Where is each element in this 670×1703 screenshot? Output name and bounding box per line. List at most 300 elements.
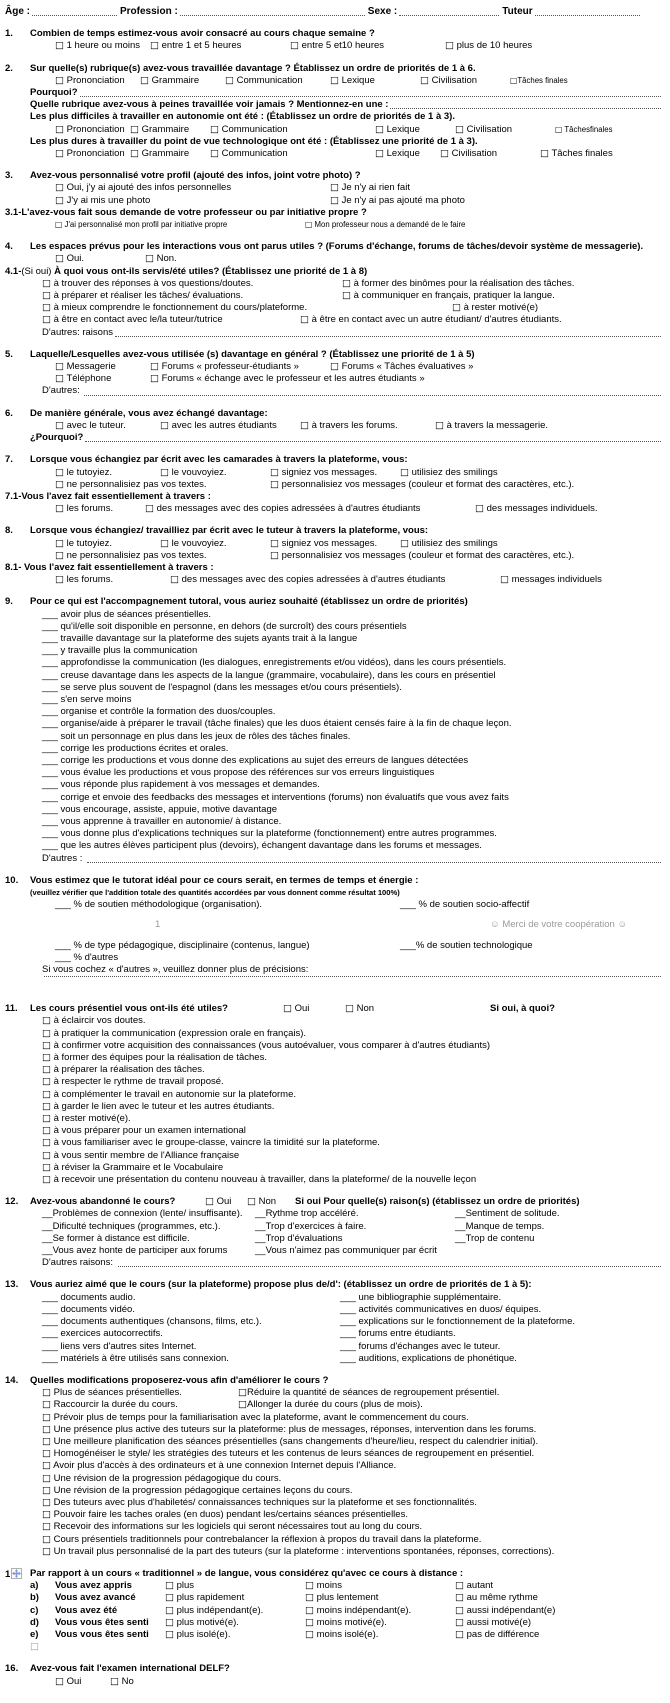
option-label: à travers les forums.: [308, 419, 398, 431]
row-101: [0, 1399, 670, 1411]
option-label: Civilisation: [428, 74, 478, 86]
option-label: plus lentement: [313, 1592, 379, 1604]
option-label: à être en contact avec un autre étudiant/ d'autres étudiants.: [308, 314, 562, 326]
question-3-1-title: [0, 207, 670, 219]
checkbox-option: [225, 75, 330, 87]
checkbox-icon: □: [305, 220, 313, 230]
option-label: Oui, j'y ai ajouté des infos personnelles: [63, 182, 232, 194]
row-33: [0, 479, 670, 491]
bold-text: Quelles modifications proposerez-vous afin d'améliorer le cours ?: [30, 1374, 329, 1386]
question-14-title: [0, 1375, 670, 1387]
option-label: des messages avec des copies adressées à d'autres étudiants: [153, 503, 421, 515]
checkbox-icon: □: [55, 74, 64, 86]
row-48: [0, 682, 670, 694]
checkbox-option: [42, 1546, 664, 1558]
option-label: Forums « Tâches évaluatives »: [338, 361, 474, 373]
checkbox-icon: □: [440, 148, 449, 160]
option-label: Civilisation: [463, 123, 513, 135]
row-47: [0, 670, 670, 682]
checkbox-icon: □: [55, 537, 64, 549]
bold-text: Vous estimez que le tutorat idéal pour ce cours serait, en termes de temps et énergie :: [30, 874, 419, 886]
rank-option: ___ approfondisse la communication (les dialogues, enregistrements et/ou vidéos), dans les cours présentiels.: [42, 657, 507, 669]
checkbox-option: [455, 1605, 664, 1617]
option-label: Téléphone: [63, 373, 112, 385]
checkbox-option: [455, 1617, 664, 1629]
option-label: Prononciation: [63, 74, 125, 86]
question-number: 9.: [5, 596, 13, 608]
checkbox-option: [55, 420, 160, 432]
checkbox-option: [42, 1052, 664, 1064]
bold-text: Avez-vous fait l'examen international DELF?: [30, 1663, 230, 1675]
option-label: aussi motivé(e): [463, 1616, 532, 1628]
row-105: [0, 1448, 670, 1460]
question-number: 8.: [5, 525, 13, 537]
checkbox-icon: □: [330, 182, 339, 194]
checkbox-option: [210, 124, 375, 136]
text: D'autres: raisons: [42, 326, 113, 338]
row-109: [0, 1497, 670, 1509]
checkbox-option: [165, 1617, 305, 1629]
checkbox-option: [55, 550, 270, 562]
checkbox-option: [440, 148, 540, 160]
row-91: [0, 1257, 670, 1269]
rank-option: ___ soit un personnage en plus dans les jeux de rôles des tâches finales.: [42, 730, 351, 742]
checkbox-icon: □: [55, 123, 64, 135]
dotted-line: [80, 96, 662, 97]
row-15: [0, 219, 670, 231]
checkbox-option: [55, 373, 150, 385]
row-21: [0, 302, 670, 314]
dotted-line: [44, 976, 661, 977]
row-7: [0, 111, 670, 123]
checkbox-icon: □: [42, 1015, 51, 1027]
checkbox-icon: □: [42, 1509, 51, 1521]
checkbox-icon: □: [42, 1076, 51, 1088]
checkbox-option: [42, 1028, 664, 1040]
option-label: avec les autres étudiants: [168, 419, 277, 431]
bold-text: d): [30, 1616, 39, 1628]
stray-checkbox: [30, 1641, 634, 1653]
checkbox-icon: □: [375, 148, 384, 160]
row-90: [0, 1245, 670, 1257]
option-label: plus motivé(e).: [173, 1616, 239, 1628]
checkbox-option: [210, 148, 375, 160]
bold-text: Si oui, à quoi?: [490, 1003, 555, 1015]
option-label: Non: [255, 1196, 277, 1208]
checkbox-icon: □: [42, 1387, 51, 1399]
text: D'autres raisons:: [42, 1257, 116, 1269]
checkbox-option: [145, 253, 664, 265]
checkbox-option: [500, 574, 664, 586]
checkbox-icon: □: [42, 1125, 51, 1137]
rank-option: ___ liens vers d'autres sites Internet.: [42, 1340, 197, 1352]
checkbox-option: [130, 148, 210, 160]
rank-option: __Rythme trop accéléré.: [255, 1208, 359, 1220]
bold-text: Quelle rubrique avez-vous à peines travaillée voir jamais ? Mentionnez-en une :: [30, 99, 389, 111]
row-30: [0, 432, 670, 444]
text: (Si oui): [21, 265, 55, 277]
page-footer: [0, 919, 670, 931]
question-number: 2.: [5, 62, 13, 74]
checkbox-icon: □: [160, 466, 169, 478]
option-label: des messages individuels.: [483, 503, 598, 515]
checkbox-icon: □: [283, 1003, 292, 1015]
option-label: à préparer et réaliser les tâches/ évaluations.: [50, 290, 244, 302]
option-label: Lexique: [383, 148, 420, 160]
checkbox-icon: □: [445, 40, 454, 52]
option-label: personnalisiez vos messages (couleur et format des caractères, etc.).: [278, 549, 575, 561]
dotted-line: [390, 108, 661, 109]
rank-option: ___ % de soutien socio-affectif: [400, 899, 530, 911]
row-97: [0, 1341, 670, 1353]
checkbox-option: [475, 503, 664, 515]
rank-option: ___% de soutien technologique: [400, 939, 533, 951]
option-label: Oui: [291, 1003, 310, 1015]
option-label: Civilisation: [448, 148, 498, 160]
rank-option: ___ documents authentiques (chansons, films, etc.).: [42, 1316, 262, 1328]
question-number: 14.: [5, 1374, 19, 1386]
question-number: 10.: [5, 874, 19, 886]
checkbox-option: [150, 40, 290, 52]
option-label: pas de différence: [463, 1628, 540, 1640]
bold-text: b): [30, 1592, 39, 1604]
bold-text: Avez-vous personnalisé votre profil (ajouté des infos, joint votre photo) ?: [30, 170, 361, 182]
dotted-line: [87, 862, 661, 863]
checkbox-option: [42, 1424, 664, 1436]
dotted-line: [115, 336, 661, 337]
dotted-line: [535, 15, 640, 16]
option-label: Lexique: [338, 74, 375, 86]
question-3-title: [0, 170, 670, 182]
option-label: Prononciation: [63, 123, 125, 135]
question-number: 1.: [5, 28, 13, 40]
question-8-title: [0, 525, 670, 537]
checkbox-icon: □: [42, 1460, 51, 1472]
bold-text: Pour ce qui est l'accompagnement tutoral, vous auriez souhaité (établissez un ordre de priorités): [30, 596, 468, 608]
option-label: à réviser la Grammaire et le Vocabulaire: [50, 1161, 224, 1173]
row-50: [0, 706, 670, 718]
tuteur-label: Tuteur: [502, 6, 533, 17]
option-label: le vouvoyiez.: [168, 537, 227, 549]
option-label: au même rythme: [463, 1592, 538, 1604]
checkbox-icon: □: [42, 1448, 51, 1460]
row-56: [0, 779, 670, 791]
checkbox-icon: □: [270, 537, 279, 549]
rank-option: ___ activités communicatives en duos/ équipes.: [340, 1303, 542, 1315]
checkbox-option: [270, 479, 664, 491]
option-label: à vous sentir membre de l'Alliance française: [50, 1149, 240, 1161]
checkbox-icon: □: [225, 74, 234, 86]
checkbox-icon: □: [42, 1100, 51, 1112]
checkbox-icon: □: [42, 1027, 51, 1039]
checkbox-option: [342, 290, 664, 302]
row-29: [0, 420, 670, 432]
rank-option: __Trop de contenu: [455, 1232, 535, 1244]
checkbox-icon: □: [270, 466, 279, 478]
question-number: 5.: [5, 348, 13, 360]
row-40: [0, 574, 670, 586]
option-label: moins: [313, 1580, 342, 1592]
checkbox-icon: □: [55, 40, 64, 52]
profession-label: Profession :: [120, 6, 178, 17]
checkbox-icon: □: [210, 148, 219, 160]
checkbox-option: [42, 1137, 664, 1149]
checkbox-option: [270, 538, 400, 550]
question-2-title: [0, 63, 670, 75]
checkbox-option: [165, 1580, 305, 1592]
option-label: à vous préparer pour un examen international: [50, 1125, 246, 1137]
checkbox-option: [55, 75, 140, 87]
checkbox-option: [555, 124, 664, 136]
row-112: [0, 1534, 670, 1546]
option-label: Recevoir des informations sur les logiciels qui seront nécessaires tout au long du cours.: [50, 1521, 423, 1533]
row-77: [0, 1076, 670, 1088]
checkbox-option: [42, 1485, 664, 1497]
text: D'autres :: [42, 852, 85, 864]
option-label: signiez vos messages.: [278, 537, 378, 549]
row-67: [0, 940, 670, 952]
checkbox-icon: □: [160, 537, 169, 549]
bold-text: Vous avez avancé: [55, 1592, 136, 1604]
rank-option: ___ vous donne plus d'explications techniques sur la plateforme (fonctionnement) entre autres programmes.: [42, 828, 497, 840]
checkbox-icon: □: [330, 194, 339, 206]
checkbox-option: [145, 503, 475, 515]
checkbox-icon: □: [140, 74, 149, 86]
option-label: à préparer la réalisation des tâches.: [50, 1064, 205, 1076]
checkbox-option: [150, 373, 664, 385]
row-12: [0, 182, 670, 194]
thanks-note: ☺ Merci de votre coopération ☺: [490, 919, 628, 931]
checkbox-icon: □: [42, 1149, 51, 1161]
checkbox-option: [270, 550, 664, 562]
stray-checkbox-row: [0, 1641, 670, 1653]
row-108: [0, 1485, 670, 1497]
option-label: Je n'y ai pas ajouté ma photo: [338, 194, 465, 206]
row-45: [0, 645, 670, 657]
checkbox-icon: □: [42, 1484, 51, 1496]
option-label: Allonger la durée du cours (plus de mois).: [246, 1399, 423, 1411]
checkbox-icon: □: [165, 1616, 174, 1628]
checkbox-option: [42, 1497, 664, 1509]
bold-text: Laquelle/Lesquelles avez-vous utilisée (s) davantage en général ? (Établissez une priorité de 1 à 5): [30, 348, 475, 360]
checkbox-option: [452, 302, 664, 314]
row-93: [0, 1292, 670, 1304]
option-label: à rester motivé(e).: [50, 1113, 131, 1125]
row-52: [0, 731, 670, 743]
rank-option: __Dificulté techniques (programmes, etc.).: [42, 1220, 221, 1232]
checkbox-option: [42, 278, 342, 290]
option-label: à travers la messagerie.: [443, 419, 548, 431]
bold-text: e): [30, 1628, 39, 1640]
bold-text: Par rapport à un cours « traditionnel » de langue, vous considérez qu'avec ce cours à distance :: [30, 1567, 464, 1579]
checkbox-option: [55, 467, 160, 479]
checkbox-option: [238, 1387, 664, 1399]
option-label: 1 heure ou moins: [63, 40, 141, 52]
checkbox-icon: □: [42, 1399, 51, 1411]
checkbox-icon: □: [42, 302, 51, 314]
checkbox-icon: □: [130, 123, 139, 135]
question-number: 13.: [5, 1279, 19, 1291]
row-54: [0, 755, 670, 767]
bold-text: Les plus difficiles à travailler en autonomie ont été : (Établissez un ordre de priorités de 1 à 3).: [30, 111, 455, 123]
row-89: [0, 1233, 670, 1245]
row-38: [0, 550, 670, 562]
checkbox-option: [375, 148, 440, 160]
bold-text: De manière générale, vous avez échangé davantage:: [30, 407, 268, 419]
checkbox-icon: □: [55, 373, 64, 385]
row-103: [0, 1424, 670, 1436]
question-13-title: [0, 1279, 670, 1291]
checkbox-icon: □: [42, 1088, 51, 1100]
option-label: Prévoir plus de temps pour la familiarisation avec la plateforme, avant le commencement du cours.: [50, 1411, 469, 1423]
dotted-line: [180, 15, 365, 16]
checkbox-option: [42, 1534, 664, 1546]
row-78: [0, 1089, 670, 1101]
question-number: 16.: [5, 1663, 19, 1675]
checkbox-icon: □: [42, 1174, 51, 1186]
checkbox-icon: □: [400, 537, 409, 549]
row-111: [0, 1521, 670, 1533]
text: (veuillez vérifier que l'addition totale des quantités accordées par vous donnent comme résultat 100%): [30, 888, 400, 897]
checkbox-option: [305, 219, 664, 231]
checkbox-option: [42, 1448, 664, 1460]
bold-text: Lorsque vous échangiez par écrit avec les camarades à travers la plateforme, vous:: [30, 454, 408, 466]
checkbox-icon: □: [300, 314, 309, 326]
option-label: moins indépendant(e).: [313, 1604, 412, 1616]
option-label: à recevoir une présentation du contenu nouveau à travailler, dans la plateforme/ de la nouvelle leçon: [50, 1174, 477, 1186]
option-label: Tâchesfinales: [562, 124, 613, 134]
checkbox-icon: □: [42, 1137, 51, 1149]
option-label: à trouver des réponses à vos questions/doutes.: [50, 277, 254, 289]
checkbox-option: [42, 1125, 664, 1137]
option-label: Mon professeur nous a demandé de le faire: [312, 220, 466, 230]
checkbox-option: [130, 124, 210, 136]
rank-option: ___ auditions, explications de phonétique.: [340, 1352, 517, 1364]
checkbox-icon: □: [330, 361, 339, 373]
row-6: [0, 99, 670, 111]
option-label: Oui: [63, 1675, 82, 1687]
checkbox-icon: □: [150, 40, 159, 52]
row-61: [0, 840, 670, 852]
rank-option: ___ organise/aide à préparer le travail (tâche finales) que les duos étaient censés faire à la fin de chaque leçon.: [42, 718, 512, 730]
dotted-line: [32, 15, 117, 16]
option-label: Oui: [213, 1196, 232, 1208]
option-label: Cours présentiels traditionnels pour contrebalancer la réflexion à propos du travail dans la plateforme.: [50, 1533, 482, 1545]
checkbox-icon: □: [455, 1628, 464, 1640]
checkbox-option: [42, 1387, 238, 1399]
rank-option: ___ vous évalue les productions et vous propose des références sur vos erreurs linguistiques: [42, 767, 435, 779]
option-label: signiez vos messages.: [278, 466, 378, 478]
option-label: à éclaircir vos doutes.: [50, 1015, 146, 1027]
rank-option: ___ organise et contrôle la formation des duos/couples.: [42, 706, 276, 718]
checkbox-icon: □: [342, 277, 351, 289]
checkbox-icon: □: [455, 1580, 464, 1592]
row-102: [0, 1412, 670, 1424]
checkbox-icon: □: [540, 148, 549, 160]
row-76: [0, 1064, 670, 1076]
rank-option: ___ s'en serve moins: [42, 693, 132, 705]
checkbox-icon: □: [42, 1052, 51, 1064]
checkbox-icon: □: [165, 1604, 174, 1616]
option-label: Messagerie: [63, 361, 116, 373]
checkbox-option: [300, 420, 435, 432]
rank-option: ___ % de type pédagogique, disciplinaire (contenus, langue): [55, 939, 310, 951]
rank-option: __Problèmes de connexion (lente/ insuffisante).: [42, 1208, 243, 1220]
option-label: J'ai personnalisé mon profil par initiative propre: [62, 220, 228, 230]
row-13: [0, 195, 670, 207]
option-label: plus isolé(e).: [173, 1628, 231, 1640]
checkbox-option: [42, 1064, 664, 1076]
option-label: Homogénéiser le style/ les stratégies des tuteurs et les contenus de leurs séances de regroupement en présentiel.: [50, 1448, 535, 1460]
checkbox-icon: □: [305, 1628, 314, 1640]
row-9: [0, 136, 670, 148]
option-label: J'y ai mis une photo: [63, 194, 151, 206]
option-label: Réduire la quantité de séances de regroupement présentiel.: [246, 1387, 500, 1399]
row-83: [0, 1150, 670, 1162]
option-label: à pratiquer la communication (expression orale en français).: [50, 1027, 307, 1039]
checkbox-option: [55, 219, 305, 231]
checkbox-option: [445, 40, 664, 52]
row-100: [0, 1387, 670, 1399]
checkbox-icon: □: [42, 1435, 51, 1447]
bold-text: Les espaces prévus pour les interactions vous ont parus utiles ? (Forums d'échange, forums de tâches/devoir système de messagerie).: [30, 241, 644, 253]
checkbox-option: [330, 75, 420, 87]
checkbox-option: [55, 148, 130, 160]
row-55: [0, 767, 670, 779]
checkbox-option: [540, 148, 664, 160]
rank-option: ___ documents vidéo.: [42, 1303, 135, 1315]
row-74: [0, 1040, 670, 1052]
bold-text: a): [30, 1580, 39, 1592]
checkbox-option: [42, 1162, 664, 1174]
checkbox-option: [290, 40, 445, 52]
checkbox-icon: □: [160, 419, 169, 431]
checkbox-option: [42, 1076, 664, 1088]
rank-option: __Manque de temps.: [455, 1220, 545, 1232]
row-23: [0, 327, 670, 339]
option-label: plus de 10 heures: [453, 40, 533, 52]
checkbox-icon: □: [345, 1003, 354, 1015]
bold-text: Sur quelle(s) rubrique(s) avez-vous travaillée davantage ? Établissez un ordre de priorités de 1 à 6.: [30, 62, 476, 74]
option-label: à former des équipes pour la réalisation de tâches.: [50, 1052, 267, 1064]
checkbox-icon: □: [42, 314, 51, 326]
checkbox-option: [205, 1196, 247, 1208]
row-4: [0, 75, 670, 87]
checkbox-icon: □: [170, 574, 179, 586]
checkbox-icon: □: [400, 466, 409, 478]
option-label: Forums « échange avec le professeur et les autres étudiants »: [158, 373, 425, 385]
checkbox-option: [110, 1676, 664, 1688]
sexe-label: Sexe :: [367, 6, 398, 17]
checkbox-option: [238, 1399, 664, 1411]
option-label: Communication: [218, 123, 288, 135]
row-119: [0, 1629, 670, 1641]
checkbox-icon: □: [55, 1675, 64, 1687]
checkbox-option: [165, 1629, 305, 1641]
checkbox-option: [165, 1605, 305, 1617]
checkbox-icon: □: [145, 503, 154, 515]
row-96: [0, 1328, 670, 1340]
option-label: Avoir plus d'accès à des ordinateurs et à une connexion Internet depuis l'Alliance.: [50, 1460, 397, 1472]
row-122: [0, 1676, 670, 1688]
rank-option: ___ matériels à être utilisés sans connexion.: [42, 1352, 229, 1364]
rank-option: __Trop d'exercices à faire.: [255, 1220, 367, 1232]
row-82: [0, 1137, 670, 1149]
checkbox-icon: □: [300, 419, 309, 431]
checkbox-option: [305, 1580, 455, 1592]
bold-text: Avez-vous abandonné le cours?: [30, 1196, 176, 1208]
checkbox-option: [330, 361, 664, 373]
